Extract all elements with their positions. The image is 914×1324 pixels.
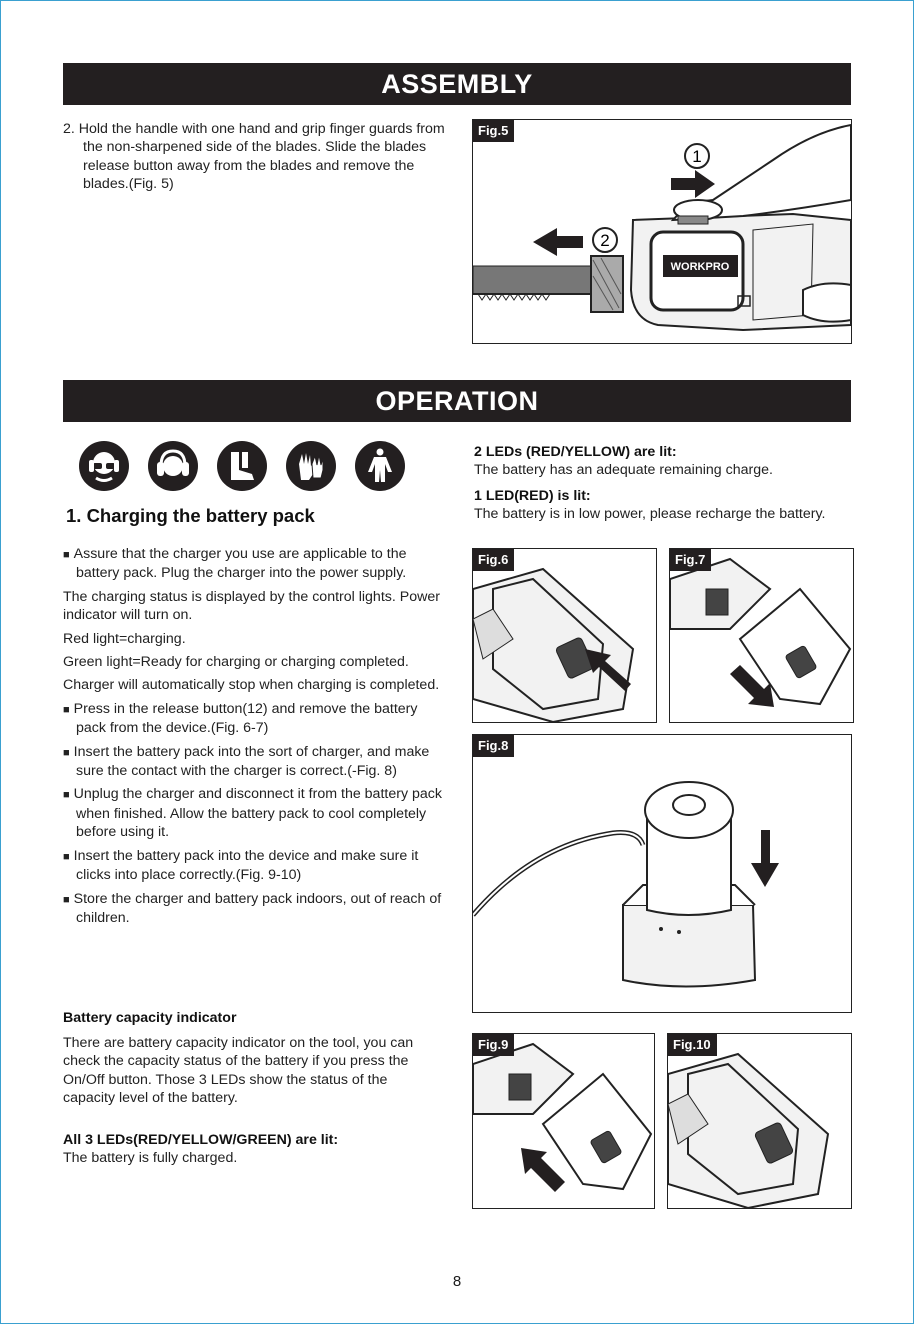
battery-insert-illustration — [473, 1034, 654, 1208]
figure-5-label: Fig.5 — [473, 120, 514, 142]
figure-8-label: Fig.8 — [473, 735, 514, 757]
paragraph: Green light=Ready for charging or charging completed. — [63, 654, 409, 671]
ear-protection-icon — [148, 441, 198, 491]
figure-6-label: Fig.6 — [473, 549, 514, 571]
safety-boots-icon — [217, 441, 267, 491]
bullet-item: ■ Store the charger and battery pack indoors, out of reach of children. — [63, 890, 448, 928]
figure-5 — [472, 119, 852, 344]
figure-8 — [472, 734, 852, 1013]
capacity-indicator-text: There are battery capacity indicator on the tool, you can check the capacity status of the battery if you press the On/Off button. Those 3 LEDs show the status of the capacity level of the battery. — [63, 1035, 414, 1107]
led-3-title: All 3 LEDs(RED/YELLOW/GREEN) are lit: — [63, 1132, 339, 1148]
battery-inserted-illustration — [668, 1034, 851, 1208]
figure-6 — [472, 548, 657, 723]
battery-charger-illustration — [473, 735, 851, 1012]
protective-gloves-icon — [286, 441, 336, 491]
assembly-step-2: 2. Hold the handle with one hand and grip finger guards from the non-sharpened side of the blades. Slide the blades release button away from the blades and remove the blades.(Fig. 5) — [63, 121, 445, 193]
figure-9 — [472, 1033, 655, 1209]
figure-7-label: Fig.7 — [670, 549, 711, 571]
figure-7 — [669, 548, 854, 723]
bullet-item: ■ Unplug the charger and disconnect it from the battery pack when finished. Allow the battery pack to cool completely before using it. — [63, 785, 448, 841]
charging-instructions — [63, 545, 448, 927]
bullet-item: ■ Assure that the charger you use are applicable to the battery pack. Plug the charger into the power supply. — [63, 545, 448, 583]
page-number: 8 — [452, 1273, 462, 1290]
led-3-text: The battery is fully charged. — [63, 1150, 238, 1166]
figure-9-label: Fig.9 — [473, 1034, 514, 1056]
capacity-indicator-title: Battery capacity indicator — [63, 1010, 237, 1026]
battery-removed-illustration — [670, 549, 853, 722]
led-2-text: The battery has an adequate remaining charge. — [474, 462, 773, 478]
bullet-item: ■ Insert the battery pack into the device and make sure it clicks into place correctly.(Fig. 9-10) — [63, 847, 448, 885]
assembly-heading: ASSEMBLY — [63, 63, 851, 105]
figure-10-label: Fig.10 — [668, 1034, 717, 1056]
led-2-title: 2 LEDs (RED/YELLOW) are lit: — [474, 444, 677, 460]
callout-2: 2 — [600, 231, 610, 250]
section-title-charging: 1. Charging the battery pack — [66, 505, 315, 526]
eye-ear-protection-icon — [79, 441, 129, 491]
protective-clothing-icon — [355, 441, 405, 491]
paragraph: The charging status is displayed by the control lights. Power indicator will turn on. — [63, 588, 440, 624]
figure-10 — [667, 1033, 852, 1209]
workpro-logo: WORKPRO — [670, 261, 730, 273]
callout-1: 1 — [692, 147, 702, 166]
blade-removal-illustration — [473, 120, 851, 343]
led-1-title: 1 LED(RED) is lit: — [474, 488, 591, 504]
bullet-item: ■ Press in the release button(12) and remove the battery pack from the device.(Fig. 6-7) — [63, 700, 448, 738]
paragraph: Red light=charging. — [63, 630, 186, 647]
paragraph: Charger will automatically stop when charging is completed. — [63, 677, 440, 694]
battery-release-illustration — [473, 549, 656, 722]
led-1-text: The battery is in low power, please recharge the battery. — [474, 506, 826, 522]
bullet-item: ■ Insert the battery pack into the sort of charger, and make sure the contact with the charger is correct.(-Fig. 8) — [63, 743, 448, 781]
operation-heading: OPERATION — [63, 380, 851, 422]
ppe-icons — [79, 441, 405, 491]
